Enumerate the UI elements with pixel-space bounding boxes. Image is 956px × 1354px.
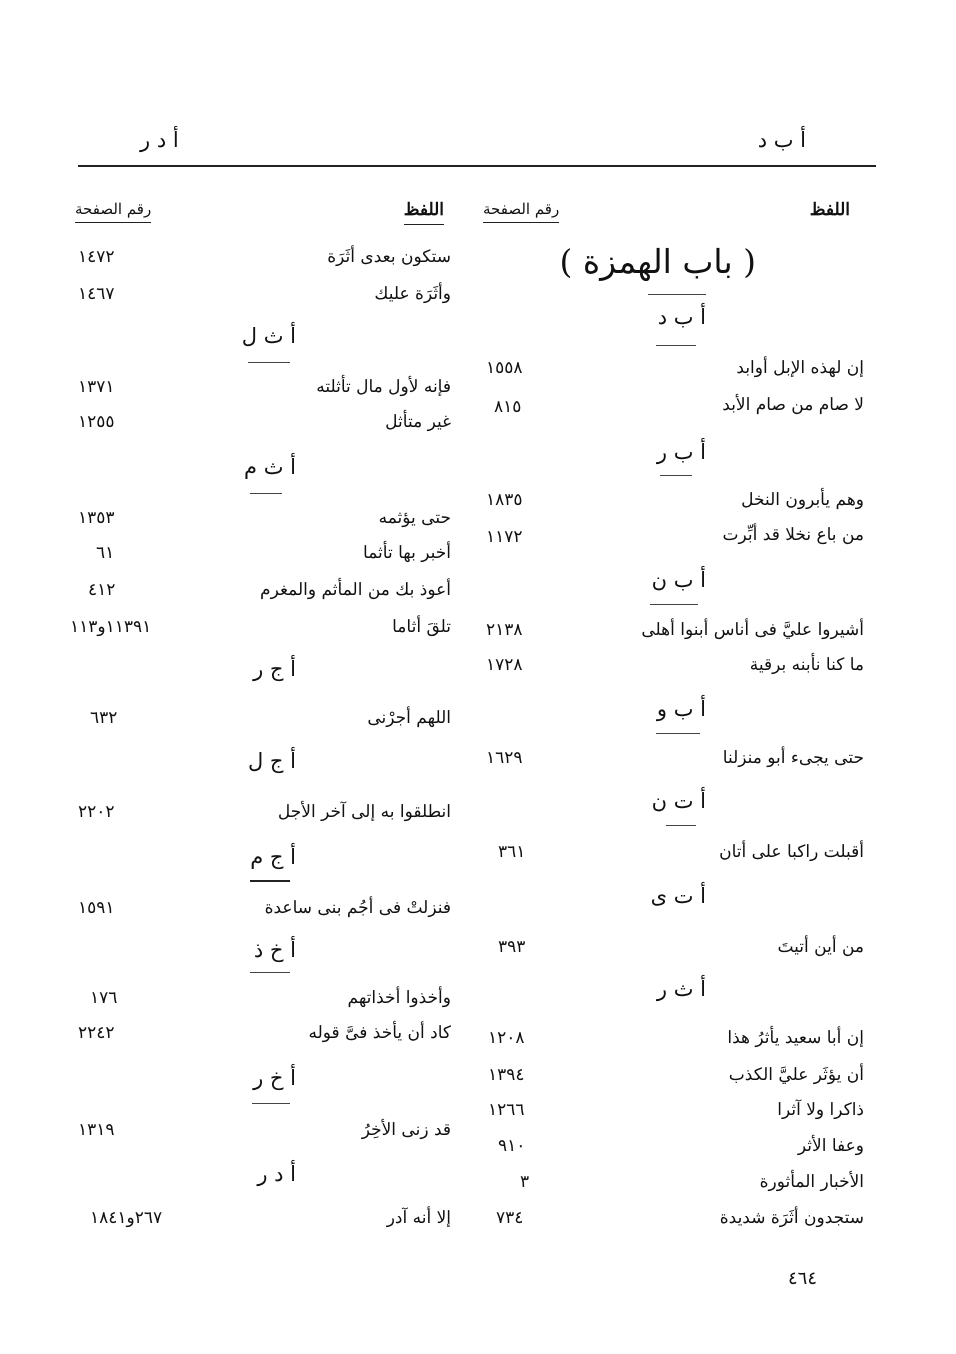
left-column-page-header: رقم الصفحة: [75, 200, 151, 223]
entry-text: أخبر بها تأثما: [363, 543, 451, 563]
entry-text: إن أبا سعيد يأثرُ هذا: [727, 1028, 864, 1048]
root-heading: أ خ ذ: [253, 938, 296, 962]
running-head-right: أ ب د: [757, 128, 806, 152]
entry-page: ١٦٢٩: [486, 748, 523, 768]
entry-text: ذاكرا ولا آثرا: [777, 1100, 864, 1120]
entry-page: ١٤٦٧: [78, 284, 115, 304]
entry-page: ١٨٣٥: [486, 490, 523, 510]
root-heading: أ د ر: [257, 1162, 296, 1186]
root-heading: أ ب د: [657, 305, 706, 329]
root-underline: [656, 733, 700, 734]
entry-page: ١٣٩٤: [488, 1065, 525, 1085]
entry-text: وهم يأبرون النخل: [741, 490, 864, 510]
entry-text: كاد أن يأخذ فىَّ قوله: [308, 1023, 451, 1043]
entry-page: ١٢٥٥: [78, 412, 115, 432]
entry-page: ٣٩٣: [498, 937, 526, 957]
root-heading: أ ث ر: [656, 977, 706, 1001]
entry-text: قد زنى الأخِرُ: [361, 1120, 451, 1140]
entry-page: ٢٢٤٢: [78, 1023, 115, 1043]
entry-text: غير متأثل: [385, 412, 451, 432]
root-heading: أ ث م: [244, 455, 296, 479]
entry-text: من أين أتيتَ: [777, 937, 864, 957]
entry-page: ١٤٧٢: [78, 247, 115, 267]
entry-text: أقبلت راكبا على أتان: [719, 842, 864, 862]
root-underline: [660, 475, 692, 476]
entry-text: لا صام من صام الأبد: [722, 395, 864, 415]
entry-text: إن لهذه الإبل أوابد: [736, 358, 864, 378]
entry-text: انطلقوا به إلى آخر الأجل: [277, 802, 451, 822]
entry-text: من باع نخلا قد أبِّرت: [722, 525, 864, 545]
entry-page: ٨١٥: [494, 397, 522, 417]
entry-text: إلا أنه آدر: [386, 1208, 451, 1228]
entry-page: ١١٣٩١و١١٣: [70, 617, 152, 637]
root-heading: أ ت ن: [651, 789, 706, 813]
root-heading: أ ب ن: [651, 568, 706, 592]
entry-page: ٩١٠: [498, 1136, 526, 1156]
entry-page: ٢١٣٨: [486, 620, 523, 640]
entry-page: ٦١: [96, 543, 115, 563]
header-rule: [78, 165, 876, 167]
entry-page: ٧٣٤: [496, 1208, 524, 1228]
entry-page: ٢٦٧و١٨٤١: [90, 1208, 163, 1228]
entry-page: ١٣١٩: [78, 1120, 115, 1140]
root-underline: [252, 1103, 290, 1104]
root-heading: أ ج ل: [248, 749, 296, 773]
section-title: ( باب الهمزة ): [559, 242, 756, 281]
root-heading: أ ت ى: [650, 884, 706, 908]
entry-text: اللهم أجرْنى: [367, 708, 451, 728]
entry-text: وأثَرَة عليك: [374, 284, 451, 304]
entry-page: ١٧٦: [90, 988, 118, 1008]
entry-text: أن يؤثَر عليَّ الكذب: [728, 1065, 864, 1085]
entry-page: ١٢٦٦: [488, 1100, 525, 1120]
root-heading: أ ج ر: [253, 657, 296, 681]
page-number: ٤٦٤: [788, 1268, 818, 1289]
entry-page: ١٥٩١: [78, 898, 115, 918]
entry-text: وأخذوا أخذاتهم: [347, 988, 451, 1008]
root-heading: أ خ ر: [253, 1066, 296, 1090]
root-underline: [248, 362, 290, 363]
entry-page: ١٥٥٨: [486, 358, 523, 378]
entry-page: ٣: [520, 1172, 530, 1192]
root-heading: أ ب ر: [656, 440, 706, 464]
entry-text: فنزلتْ فى أجُم بنى ساعدة: [264, 898, 451, 918]
entry-text: حتى يجىء أبو منزلنا: [722, 748, 864, 768]
entry-page: ٢٢٠٢: [78, 802, 115, 822]
root-underline: [250, 880, 290, 882]
entry-text: حتى يؤثمه: [378, 508, 451, 528]
left-column-word-header: اللفظ: [404, 200, 444, 225]
entry-text: ما كنا نأبنه برقية: [749, 655, 864, 675]
root-underline: [656, 345, 696, 346]
entry-text: ستكون بعدى أثَرَة: [327, 247, 451, 267]
root-underline: [666, 825, 696, 826]
right-column-page-header: رقم الصفحة: [483, 200, 559, 223]
entry-text: وعفا الأثر: [797, 1136, 864, 1156]
entry-text: فإنه لأول مال تأثلته: [316, 377, 451, 397]
entry-text: تلقَ أثاما: [392, 617, 451, 637]
entry-page: ١٢٠٨: [488, 1028, 525, 1048]
running-head-left: أ د ر: [140, 128, 179, 152]
root-heading: أ ث ل: [241, 324, 296, 348]
divider: [648, 294, 706, 295]
root-heading: أ ج م: [250, 845, 296, 869]
entry-page: ١٣٥٣: [78, 508, 115, 528]
entry-text: ستجدون أثَرَة شديدة: [719, 1208, 864, 1228]
root-underline: [650, 604, 698, 605]
right-column-word-header: اللفظ: [809, 200, 850, 220]
entry-page: ٤١٢: [88, 580, 116, 600]
entry-text: أعوذ بك من المأثم والمغرم: [260, 580, 451, 600]
root-underline: [250, 493, 282, 494]
root-heading: أ ب و: [656, 697, 706, 721]
entry-page: ١٣٧١: [78, 377, 115, 397]
entry-text: أشيروا عليَّ فى أناس أبنوا أهلى: [641, 620, 864, 640]
entry-page: ٣٦١: [498, 842, 526, 862]
entry-page: ١١٧٢: [486, 527, 523, 547]
entry-page: ٦٣٢: [90, 708, 118, 728]
entry-page: ١٧٢٨: [486, 655, 523, 675]
root-underline: [250, 972, 290, 973]
entry-text: الأخبار المأثورة: [759, 1172, 864, 1192]
